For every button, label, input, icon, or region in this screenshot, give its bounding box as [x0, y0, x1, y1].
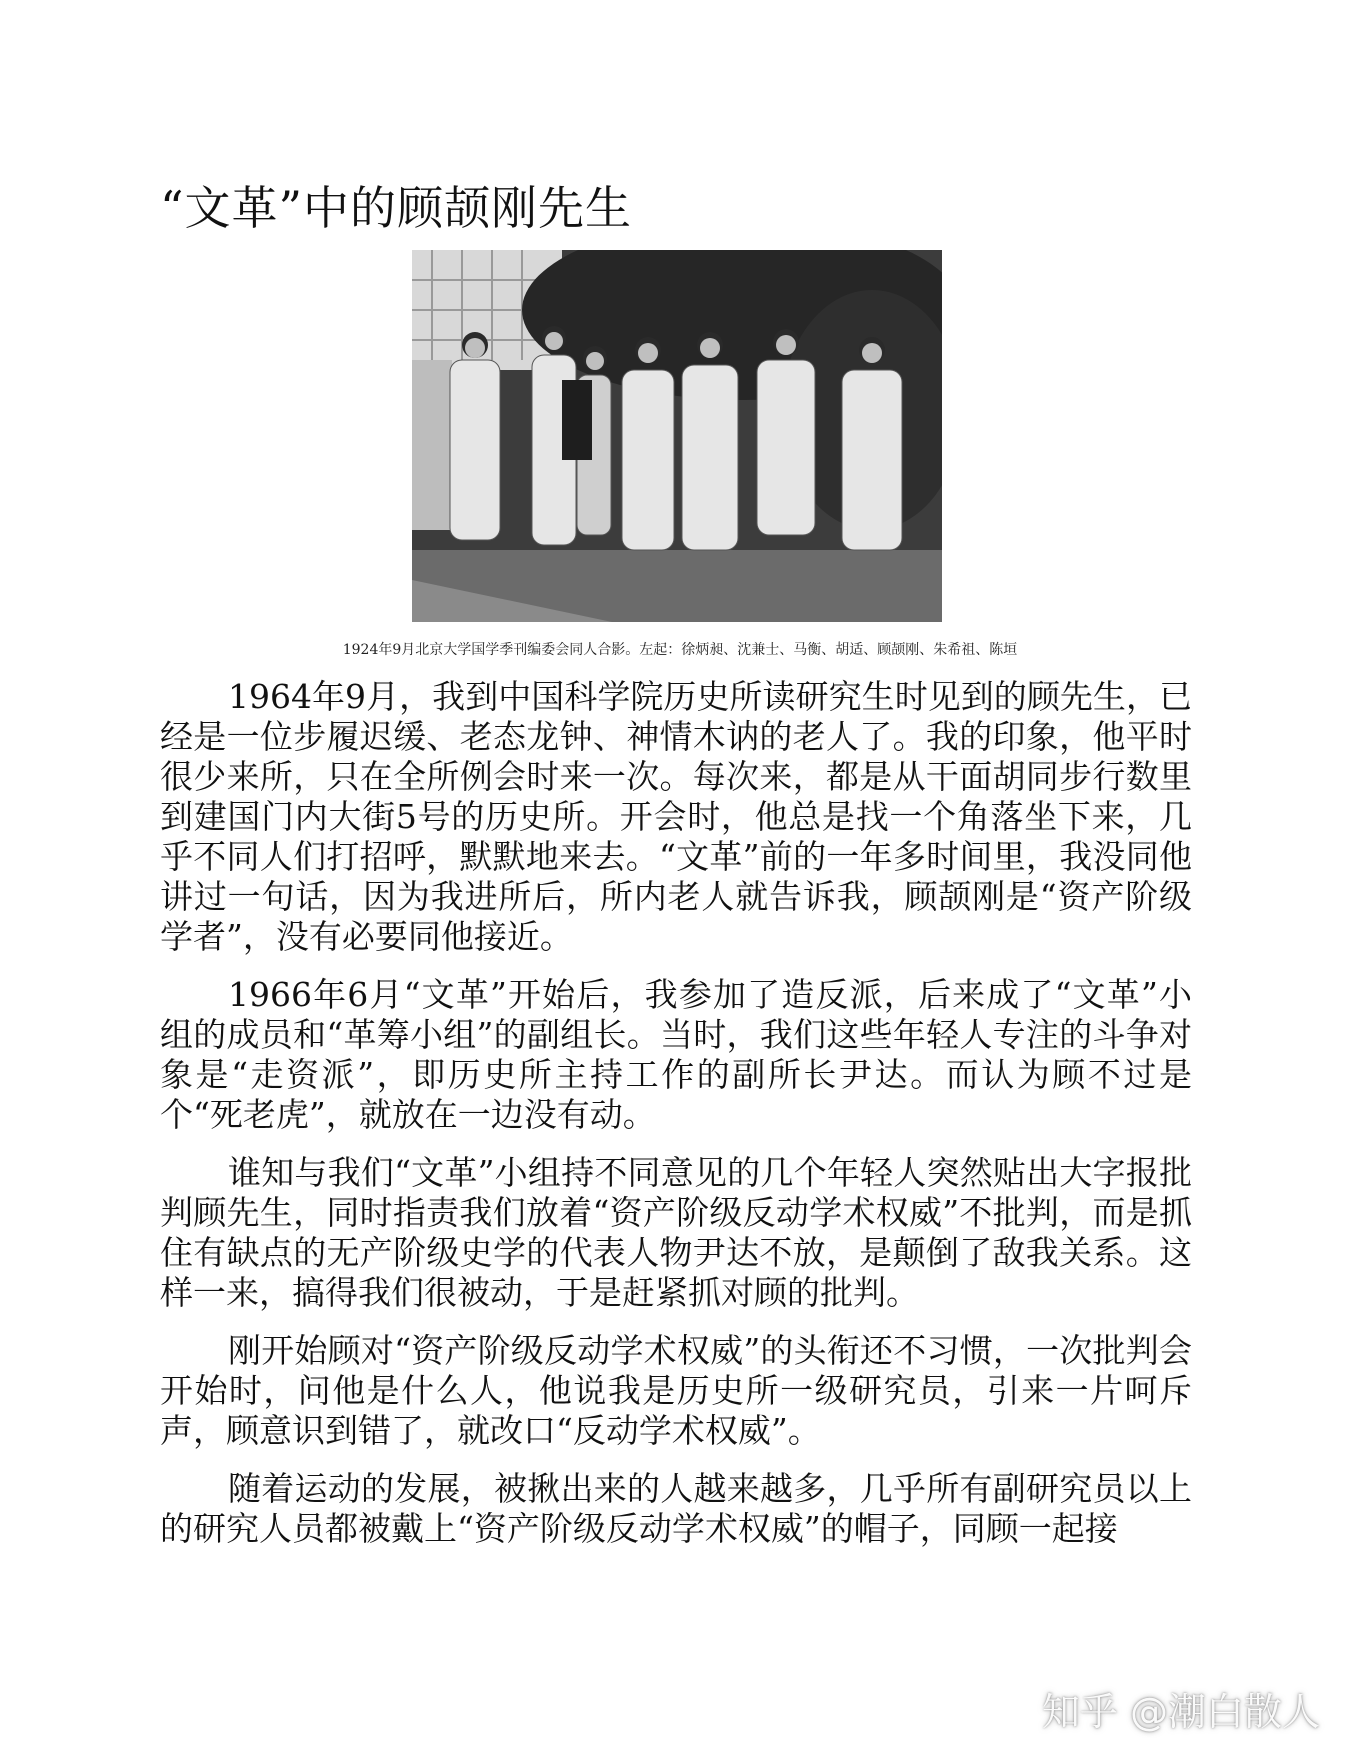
group-photo: [412, 250, 942, 622]
article-title: “文革”中的顾颉刚先生: [160, 181, 633, 235]
paragraph: 谁知与我们“文革”小组持不同意见的几个年轻人突然贴出大字报批判顾先生，同时指责我们放着“资产阶级反动学术权威”不批判，而是抓住有缺点的无产阶级史学的代表人物尹达不放，是颠倒了敌我关系。这样一来，搞得我们很被动，于是赶紧抓对顾的批判。: [160, 1153, 1192, 1312]
photo-caption: 1924年9月北京大学国学季刊编委会同人合影。左起：徐炳昶、沈兼士、马衡、胡适、顾颉刚、朱希祖、陈垣: [342, 642, 1018, 658]
paragraph: 1966年6月“文革”开始后，我参加了造反派，后来成了“文革”小组的成员和“革筹小组”的副组长。当时，我们这些年轻人专注的斗争对象是“走资派”，即历史所主持工作的副所长尹达。而认为顾不过是个“死老虎”，就放在一边没有动。: [160, 975, 1192, 1134]
paragraph: 1964年9月，我到中国科学院历史所读研究生时见到的顾先生，已经是一位步履迟缓、老态龙钟、神情木讷的老人了。我的印象，他平时很少来所，只在全所例会时来一次。每次来，都是从干面胡同步行数里到建国门内大街5号的历史所。开会时，他总是找一个角落坐下来，几乎不同人们打招呼，默默地来去。“文革”前的一年多时间里，我没同他讲过一句话，因为我进所后，所内老人就告诉我，顾颉刚是“资产阶级学者”，没有必要同他接近。: [160, 677, 1192, 956]
paragraph: 随着运动的发展，被揪出来的人越来越多，几乎所有副研究员以上的研究人员都被戴上“资产阶级反动学术权威”的帽子，同顾一起接: [160, 1469, 1192, 1548]
article-body: [160, 677, 1192, 1567]
zhihu-watermark: 知乎 @潮白散人: [1041, 1690, 1320, 1734]
paragraph: 刚开始顾对“资产阶级反动学术权威”的头衔还不习惯，一次批判会开始时，问他是什么人，他说我是历史所一级研究员，引来一片呵斥声，顾意识到错了，就改口“反动学术权威”。: [160, 1331, 1192, 1450]
